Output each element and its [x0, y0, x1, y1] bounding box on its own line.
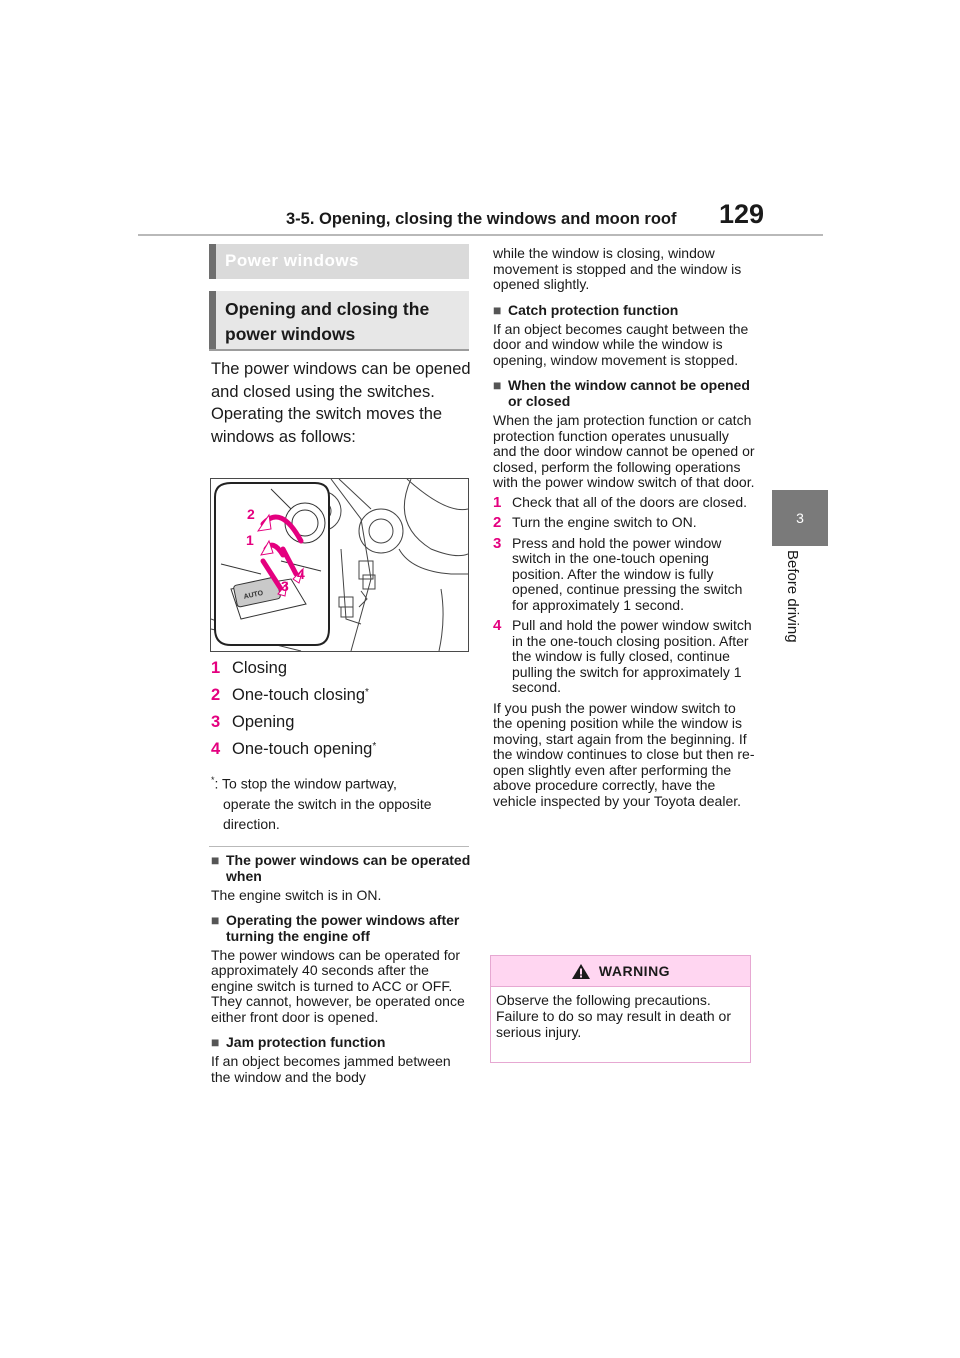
page-number: 129 [719, 199, 765, 229]
square-bullet-icon: ■ [211, 852, 220, 868]
callout-1: 1 [246, 532, 254, 548]
note-title [493, 302, 755, 318]
note-title [493, 377, 755, 409]
callout-3: 3 [281, 578, 289, 594]
power-window-switch-illustration [210, 478, 469, 652]
switch-drawing [211, 479, 468, 651]
list-label: Closing [232, 659, 288, 677]
footnote-mark: * [372, 741, 377, 752]
list-item [211, 739, 471, 766]
step-text: Turn the engine switch to ON. [512, 514, 697, 530]
note-title-text: When the window cannot be opened or closed [508, 377, 750, 409]
notes-right [493, 246, 755, 809]
note-title-text: Catch protection function [508, 301, 679, 318]
step-number: 4 [493, 617, 502, 634]
note-title [211, 852, 473, 884]
square-bullet-icon: ■ [493, 301, 502, 318]
footnote-mark: * [365, 687, 369, 698]
step-item [493, 495, 755, 511]
footnote-symbol: * [211, 775, 215, 785]
intro-line-2: Operating the switch moves the windows as follows: [211, 405, 443, 446]
step-text: Pull and hold the power window switch in the one-touch closing position. After the window is fully closed, continue pulling the switch for approximately 1 second. [512, 617, 752, 695]
list-number: 3 [211, 713, 221, 731]
chapter-label: Before driving [784, 550, 801, 643]
note-body: The power windows can be operated for approximately 40 seconds after the engine switch is turned to ACC or OFF. They cannot, however, be operated once either front door is opened. [211, 946, 465, 1025]
jam-continued: while the window is closing, window movement is stopped and the window is opened slightly. [493, 245, 742, 292]
heading-power-windows [209, 244, 469, 279]
operation-list [211, 658, 471, 766]
notes-left [211, 852, 473, 1085]
square-bullet-icon: ■ [493, 377, 502, 393]
recovery-steps [493, 495, 755, 696]
warning-body-2: Failure to do so may result in death or serious injury. [496, 1008, 732, 1040]
intro-text [211, 358, 473, 448]
step-number: 2 [493, 514, 502, 531]
note-body: If you push the power window switch to the opening position while the window is moving, start again from the beginning. If the window continues to close but then re-open slightly even after performing the above procedure correctly, have the vehicle inspected by your Toyota dealer. [493, 699, 755, 809]
step-number: 3 [493, 534, 502, 552]
list-label: One-touch opening [232, 740, 373, 758]
footnote-text-a: : To stop the window partway, [214, 775, 397, 792]
list-item [211, 712, 471, 739]
square-bullet-icon: ■ [211, 911, 220, 928]
footnote [211, 770, 473, 834]
step-text: Press and hold the power window switch in the one-touch opening position. After the window is fully opened, continue pressing the switch for approximately 1 second. [512, 534, 743, 613]
note-title-text: The power windows can be operated when [226, 852, 471, 884]
warning-box [490, 955, 751, 1063]
heading-power-windows-text: Power windows [225, 251, 360, 270]
step-item [493, 536, 755, 614]
note-title-text: Operating the power windows after turning the engine off [226, 911, 460, 944]
list-number: 1 [211, 659, 221, 677]
step-item [493, 515, 755, 531]
heading-opening-closing [209, 291, 469, 351]
step-text: Check that all of the doors are closed. [512, 493, 748, 510]
notes-divider [209, 846, 469, 847]
section-title: 3-5. Opening, closing the windows and moon roof [286, 210, 677, 228]
warning-body [491, 987, 750, 1040]
warning-header [491, 956, 750, 987]
callout-4: 4 [297, 566, 305, 582]
list-item [211, 658, 471, 685]
note-title [211, 912, 473, 944]
list-label: Opening [232, 713, 295, 731]
note-title-text: Jam protection function [226, 1034, 386, 1050]
warning-body-1: Observe the following precautions. [496, 992, 711, 1008]
note-title [211, 1034, 473, 1050]
square-bullet-icon: ■ [211, 1034, 220, 1050]
heading-opening-closing-text: Opening and closing the power windows [225, 299, 430, 344]
list-number: 4 [211, 740, 221, 758]
switch-auto-label: AUTO [243, 589, 264, 601]
list-item [211, 685, 471, 712]
step-number: 1 [493, 493, 502, 511]
chapter-tab[interactable]: 3 [772, 490, 828, 546]
note-body: If an object becomes jammed between the window and the body [211, 1053, 451, 1085]
footnote-text-b: operate the switch in the opposite direction. [223, 795, 432, 832]
warning-triangle-icon [571, 963, 591, 980]
step-item [493, 618, 755, 696]
header-divider [138, 234, 823, 236]
note-body: When the jam protection function or catch protection function operates unusually and the door window cannot be opened or closed, perform the following operations with the power window switch of that door. [493, 412, 755, 490]
callout-2: 2 [247, 506, 255, 522]
warning-title: WARNING [598, 963, 671, 979]
list-label: One-touch closing [232, 686, 365, 704]
note-body: If an object becomes caught between the door and window while the window is opening, window movement is stopped. [493, 320, 749, 368]
list-number: 2 [211, 686, 221, 704]
note-body: The engine switch is in ON. [211, 887, 382, 903]
intro-line-1: The power windows can be opened and closed using the switches. [211, 360, 471, 401]
